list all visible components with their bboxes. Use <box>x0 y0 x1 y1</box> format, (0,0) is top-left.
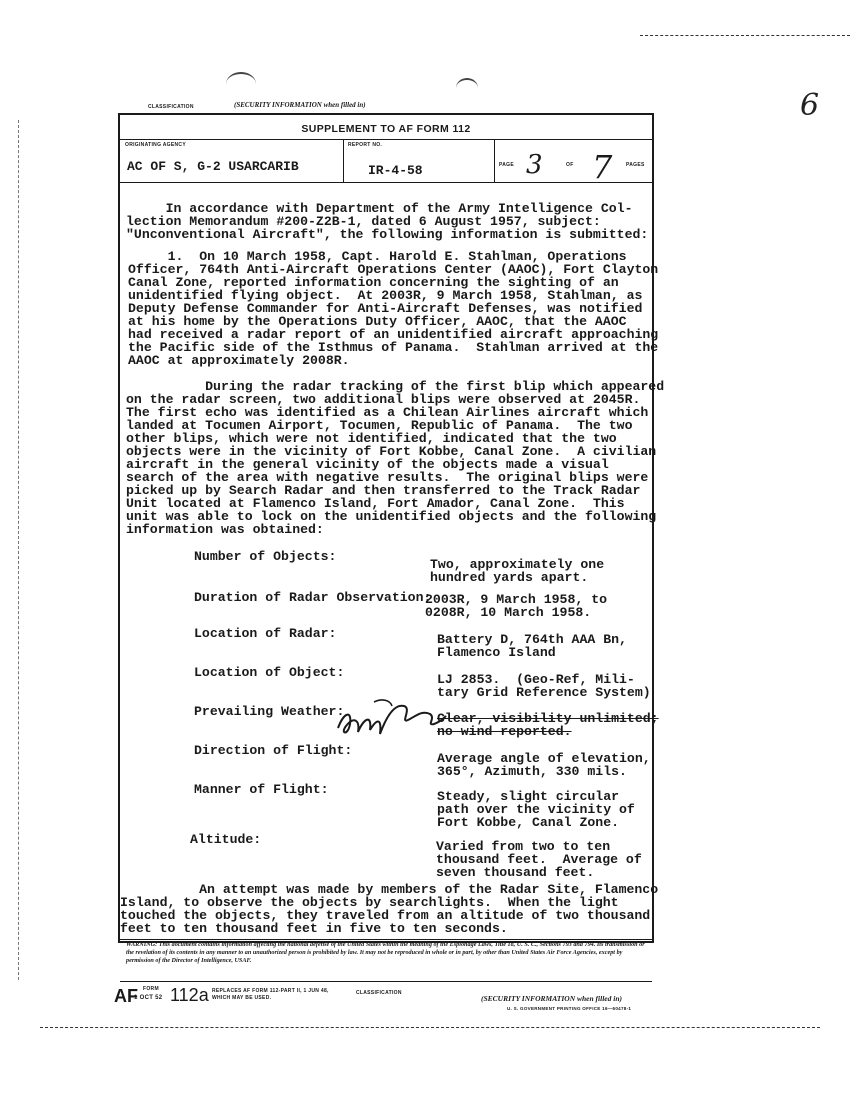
text-line: Officer, 764th Anti-Aircraft Operations Center (AAOC), Fort Clayton <box>128 262 659 277</box>
detail-value-line: Steady, slight circular <box>437 789 620 804</box>
form-title: SUPPLEMENT TO AF FORM 112 <box>301 123 471 135</box>
scan-edge-top <box>640 35 850 36</box>
detail-label: Location of Radar: <box>194 626 337 641</box>
detail-value-line: path over the vicinity of <box>437 802 635 817</box>
text-line: The first echo was identified as a Chilean Airlines aircraft which <box>126 405 649 420</box>
detail-label: Prevailing Weather: <box>194 704 345 719</box>
detail-value-line: Fort Kobbe, Canal Zone. <box>437 815 620 830</box>
detail-value-line: Varied from two to ten <box>436 839 611 854</box>
cell-divider-1 <box>343 139 344 182</box>
text-line: other blips, which were not identified, indicated that the two <box>126 431 617 446</box>
paragraph-1 <box>128 250 658 367</box>
text-line: AAOC at approximately 2008R. <box>128 353 350 368</box>
text-line: In accordance with Department of the Army Intelligence Col- <box>126 201 633 216</box>
detail-value <box>437 790 635 829</box>
detail-label: Location of Object: <box>194 665 345 680</box>
text-line: landed at Tocumen Airport, Tocumen, Republic of Panama. The two <box>126 418 633 433</box>
footer-security-info: (SECURITY INFORMATION when filled in) <box>481 994 622 1003</box>
text-line: Canal Zone, reported information concerning the sighting of an <box>128 275 619 290</box>
text-line: information was obtained: <box>126 522 324 537</box>
warning-lead: WARNING: <box>126 941 158 948</box>
detail-value <box>437 752 651 778</box>
detail-value <box>437 633 627 659</box>
text-line: picked up by Search Radar and then transferred to the Track Radar <box>126 483 641 498</box>
detail-label: Duration of Radar Observation: <box>194 590 432 605</box>
of-label: OF <box>566 162 574 168</box>
detail-value-line: Two, approximately one <box>430 557 605 572</box>
footer-replaces-line1: REPLACES AF FORM 112-PART II, 1 JUN 48, <box>212 988 329 994</box>
warning-divider <box>120 939 652 940</box>
text-line: 1. On 10 March 1958, Capt. Harold E. Stahlman, Operations <box>128 249 627 264</box>
footer-replaces-line2: WHICH MAY BE USED. <box>212 995 272 1001</box>
text-line: the Pacific side of the Isthmus of Panama. Stahlman arrived at the <box>128 340 659 355</box>
scan-edge-bottom <box>40 1027 820 1028</box>
scan-edge-left <box>18 120 21 980</box>
footer-printing-office: U. S. GOVERNMENT PRINTING OFFICE 16—60478-1 <box>507 1006 632 1011</box>
text-line: search of the area with negative results. The original blips were <box>126 470 649 485</box>
detail-value-line: seven thousand feet. <box>436 865 595 880</box>
text-line: on the radar screen, two additional blips were observed at 2045R. <box>126 392 641 407</box>
intro-paragraph <box>126 202 648 241</box>
title-divider <box>120 139 652 140</box>
detail-label: Number of Objects: <box>194 549 337 564</box>
paragraph-3 <box>120 883 658 935</box>
detail-value <box>425 593 607 619</box>
detail-value-line: tary Grid Reference System) <box>437 685 651 700</box>
punch-mark-right <box>456 78 478 98</box>
corner-page-mark: 6 <box>800 88 820 123</box>
report-no-label: REPORT NO. <box>348 142 383 148</box>
header-classification-label: CLASSIFICATION <box>148 104 194 110</box>
detail-label: Direction of Flight: <box>194 743 353 758</box>
text-line: unidentified flying object. At 2003R, 9 March 1958, Stahlman, as <box>128 288 643 303</box>
detail-value-line: LJ 2853. (Geo-Ref, Mili- <box>437 672 635 687</box>
of-value: 7 <box>592 148 613 186</box>
page-label: PAGE <box>499 162 514 168</box>
cell-divider-2 <box>494 139 495 182</box>
detail-value <box>430 558 604 584</box>
detail-value-line: 0208R, 10 March 1958. <box>425 605 592 620</box>
footer-form-number: 112a <box>170 985 209 1005</box>
header-divider <box>120 182 652 183</box>
text-line: During the radar tracking of the first blip which appeared <box>126 379 665 394</box>
text-line: had received a radar report of an unidentified aircraft approaching <box>128 327 659 342</box>
detail-value <box>437 673 651 699</box>
text-line: Deputy Defense Commander for Anti-Aircraft Defenses, was notified <box>128 301 643 316</box>
paragraph-2 <box>126 380 664 536</box>
text-line: lection Memorandum #200-Z2B-1, dated 6 August 1957, subject: <box>126 214 601 229</box>
detail-value-line: thousand feet. Average of <box>436 852 642 867</box>
text-line: feet to ten thousand feet in five to ten seconds. <box>120 921 508 936</box>
detail-label: Manner of Flight: <box>194 782 329 797</box>
warning-text: This document contains information affecting the national defense of the United States within the meaning of the Espionage Laws, Title 18, U. S. C., Sections 793 and 794. Its transmission or the revelation of its contents in any manner to an unauthorized person is prohibited by law. It may not be reproduced in whole or in part, by other than United States Air Force Agencies, except by permission of the Director of Intelligence, USAF. <box>126 941 645 964</box>
handwritten-signature <box>330 690 450 750</box>
text-line: objects were in the vicinity of Fort Kobbe, Canal Zone. A civilian <box>126 444 657 459</box>
footer-af-label: AF <box>114 986 138 1006</box>
originating-agency-label: ORIGINATING AGENCY <box>125 142 186 148</box>
text-line: unit was able to lock on the unidentified objects and the following <box>126 509 657 524</box>
footer-form-label: FORM <box>143 986 159 992</box>
detail-value-line: Battery D, 764th AAA Bn, <box>437 632 627 647</box>
detail-value <box>437 712 659 738</box>
report-no: IR-4-58 <box>368 163 423 178</box>
text-line: at his home by the Operations Duty Officer, AAOC, that the AAOC <box>128 314 627 329</box>
header-security-info: (SECURITY INFORMATION when filled in) <box>234 101 366 109</box>
warning-bottom-border <box>120 981 652 982</box>
text-line: touched the objects, they traveled from an altitude of two thousand <box>120 908 651 923</box>
detail-value-line: Clear, visibility unlimited; <box>437 711 659 726</box>
footer-form-date: 1 OCT 52 <box>134 995 163 1001</box>
warning-notice <box>126 941 648 965</box>
footer-classification-label: CLASSIFICATION <box>356 990 402 996</box>
text-line: An attempt was made by members of the Radar Site, Flamenco <box>120 882 659 897</box>
detail-value-line: hundred yards apart. <box>430 570 589 585</box>
detail-value-line: 365°, Azimuth, 330 mils. <box>437 764 627 779</box>
detail-label: Altitude: <box>190 832 262 847</box>
text-line: Unit located at Flamenco Island, Fort Amador, Canal Zone. This <box>126 496 625 511</box>
punch-mark-left <box>226 72 256 96</box>
originating-agency: AC OF S, G-2 USARCARIB <box>127 159 299 174</box>
text-line: aircraft in the general vicinity of the objects made a visual <box>126 457 609 472</box>
detail-value <box>436 840 642 879</box>
text-line: Island, to observe the objects by searchlights. When the light <box>120 895 619 910</box>
detail-value-line: Flamenco Island <box>437 645 556 660</box>
detail-value-line: no wind reported. <box>437 724 572 739</box>
detail-value-line: 2003R, 9 March 1958, to <box>425 592 608 607</box>
text-line: "Unconventional Aircraft", the following information is submitted: <box>126 227 649 242</box>
detail-value-line: Average angle of elevation, <box>437 751 651 766</box>
page-value: 3 <box>526 150 543 180</box>
pages-label: PAGES <box>626 162 645 168</box>
